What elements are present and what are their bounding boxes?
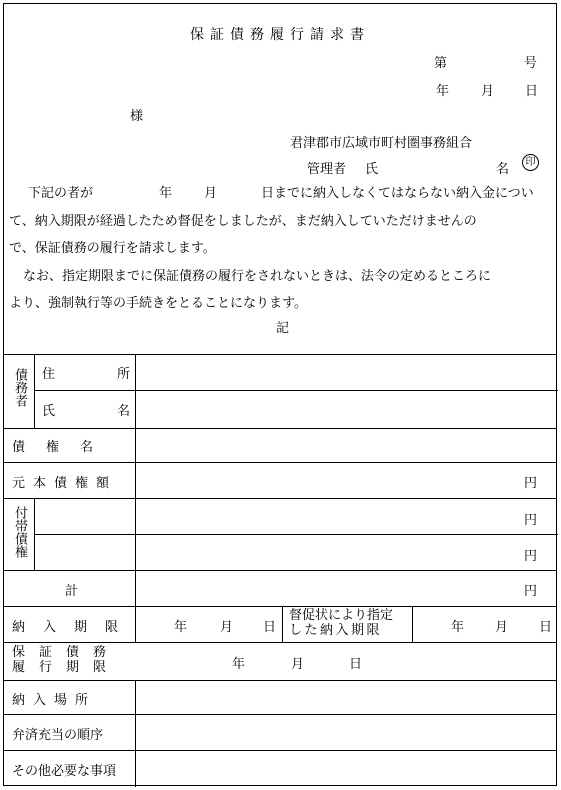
ki-heading: 記: [276, 321, 290, 336]
due-year: 年: [174, 620, 188, 635]
number-suffix: 号: [524, 56, 538, 71]
other-matters-label: その他必要な事項: [12, 764, 117, 779]
body-line1-month: 月: [204, 186, 218, 201]
date-year-label: 年: [436, 84, 450, 99]
row-divider: [4, 498, 556, 499]
designated-day: 日: [539, 620, 553, 635]
guarantee-obligation-request-form: [3, 3, 557, 786]
seal-mark: 印: [522, 154, 539, 171]
organization-name: 君津郡市広域市町村圏事務組合: [290, 136, 473, 151]
designated-due-label-1: 督促状により指定: [289, 608, 394, 623]
designated-month: 月: [495, 620, 509, 635]
body-line2: て、納入期限が経過したため督促をしましたが、まだ納入していただけませんの: [9, 214, 477, 229]
guarantee-month: 月: [291, 657, 305, 672]
due-date-divider: [282, 606, 283, 642]
due-day: 日: [263, 620, 277, 635]
payment-place-label: 納入場所: [12, 693, 97, 708]
row-divider: [4, 680, 556, 681]
name-label-uji: 氏: [365, 162, 379, 177]
row-divider: [4, 570, 556, 571]
row-divider: [4, 750, 556, 751]
body-line1-start: 下記の者が: [28, 186, 94, 201]
body-line1-year: 年: [159, 186, 173, 201]
guarantee-deadline-label-2: 履行期限: [12, 660, 121, 675]
row-divider: [4, 642, 556, 643]
designated-due-label-2: した納入期限: [289, 623, 383, 638]
principal-label: 元本債権額: [12, 476, 118, 491]
guarantee-year: 年: [232, 657, 246, 672]
repayment-order-label: 弁済充当の順序: [12, 728, 104, 743]
accessory-column-divider: [34, 498, 35, 570]
total-label: 計: [65, 584, 79, 599]
debtor-label: 債務者: [12, 368, 27, 407]
addressee-honorific: 様: [130, 109, 144, 124]
accessory-label: 付帯債権: [12, 506, 27, 558]
manager-title: 管理者: [307, 162, 347, 177]
debtor-column-divider: [34, 354, 35, 428]
name-label-char1: 氏: [42, 404, 56, 419]
designated-date-divider: [412, 606, 413, 642]
label-column-divider: [135, 354, 136, 642]
address-label: [42, 363, 130, 382]
due-month: 月: [220, 620, 234, 635]
label-column-divider-lower: [135, 680, 136, 787]
guarantee-day: 日: [349, 657, 363, 672]
date-month-label: 月: [481, 84, 495, 99]
debtor-subrow-divider: [34, 390, 558, 391]
total-yen: 円: [524, 584, 538, 599]
body-line1-rest: 日までに納入しなくてはならない納入金につい: [261, 186, 534, 201]
address-label-char1: 住: [42, 367, 56, 382]
body-line3: で、保証債務の履行を請求します。: [9, 241, 216, 256]
row-divider: [4, 714, 556, 715]
name-label-mei: 名: [496, 162, 510, 177]
name-label-char2: 名: [116, 404, 130, 419]
row-divider: [4, 462, 556, 463]
body-line5: より、強制執行等の手続きをとることになります。: [9, 296, 307, 311]
body-line4: なお、指定期限までに保証債務の履行をされないときは、法令の定めるところに: [23, 269, 492, 284]
row-divider: [4, 428, 556, 429]
guarantee-deadline-label-1: 保証債務: [12, 645, 121, 660]
address-label-char2: 所: [116, 367, 130, 382]
date-day-label: 日: [525, 84, 539, 99]
row-divider: [4, 606, 556, 607]
due-date-label: 納入期限: [12, 620, 137, 635]
table-top-border: [4, 354, 556, 355]
accessory-yen-2: 円: [524, 549, 538, 564]
claim-name-label: 債権名: [12, 440, 115, 455]
form-title: 保証債務履行請求書: [190, 27, 370, 43]
accessory-subrow-divider: [34, 534, 558, 535]
designated-year: 年: [451, 620, 465, 635]
name-label: [42, 400, 130, 419]
accessory-yen-1: 円: [524, 513, 538, 528]
number-prefix: 第: [434, 56, 448, 71]
principal-yen: 円: [524, 476, 538, 491]
